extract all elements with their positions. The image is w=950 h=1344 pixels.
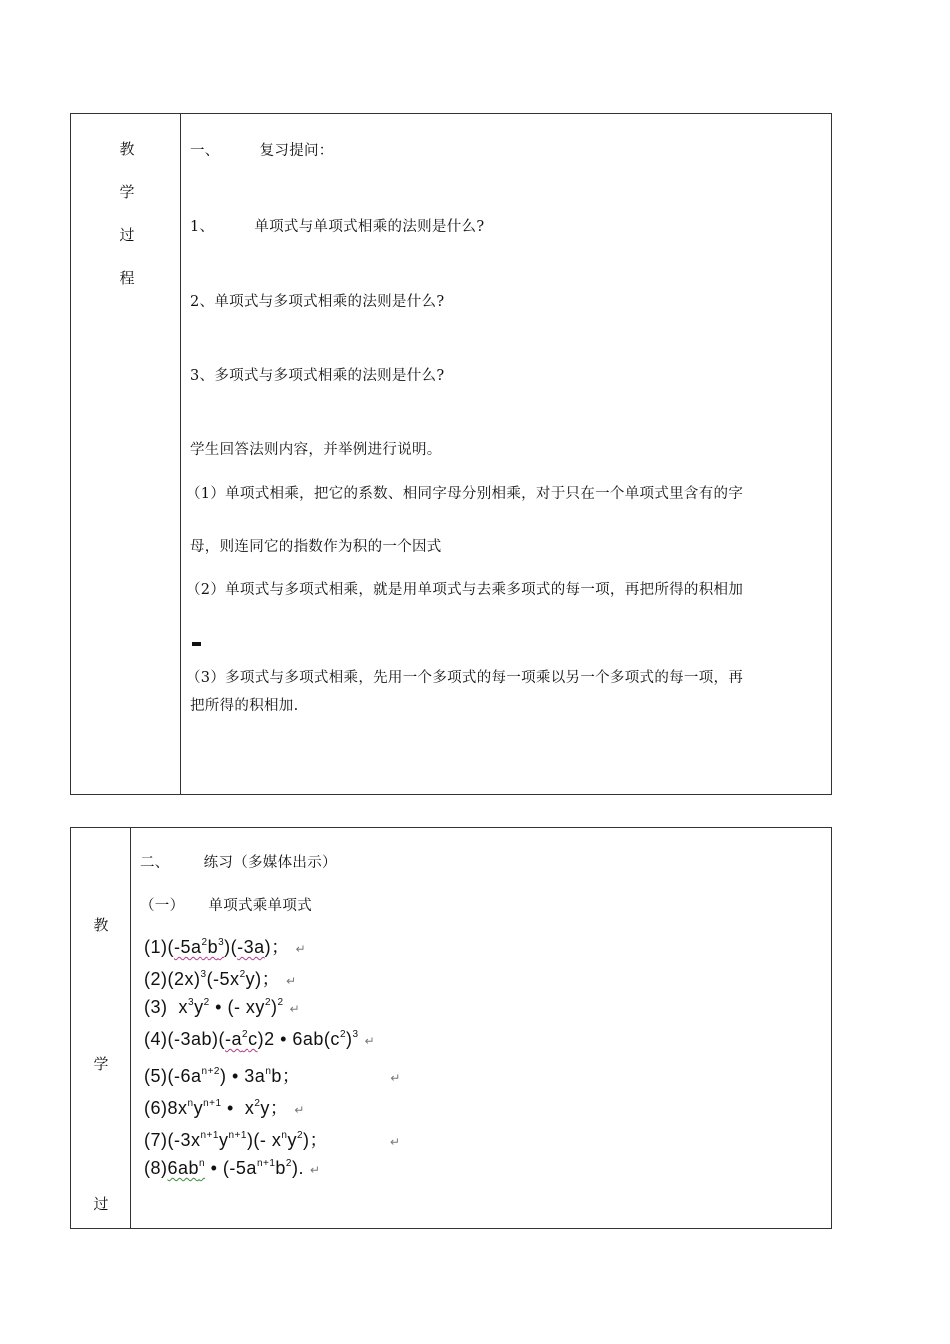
exercise-2: $(2)(2x)^3(-5x^2y)$； ↵	[144, 969, 297, 989]
return-mark: ↵	[289, 1002, 301, 1016]
stray-mark	[192, 642, 201, 646]
exercise-7: $(7)(-3x^{n+1}y^{n+1})(-$ $x^ny^2$)； ↵	[144, 1130, 401, 1150]
subsection-heading	[140, 894, 312, 915]
return-mark: ↵	[390, 1135, 401, 1149]
exercise-8: $(8)6ab^n$ • $(-5a^{n+1}b^2)$. ↵	[144, 1158, 321, 1178]
rule-3-line-2: 把所得的积相加.	[190, 698, 299, 714]
question-1-text: 单项式与单项式相乘的法则是什么?	[254, 219, 485, 235]
rule-2-line-1: （2）单项式与多项式相乘，就是用单项式与去乘多项式的每一项，再把所得的积相加	[186, 582, 744, 598]
exercise-4: $(4)(-3ab)(-a^2c)2$ • $6ab(c^2)^3$ ↵	[144, 1029, 376, 1049]
rule-1-line-1: （1）单项式相乘，把它的系数、相同字母分别相乘，对于只在一个单项式里含有的字	[186, 486, 744, 502]
rule-3-line-1: （3）多项式与多项式相乘，先用一个多项式的每一项乘以另一个多项式的每一项，再	[186, 670, 744, 686]
return-mark: ↵	[364, 1034, 376, 1048]
section-title: 复习提问：	[259, 143, 334, 159]
return-mark: ↵	[309, 1163, 321, 1177]
row-label-char-2: 学	[93, 1055, 109, 1073]
column-divider	[130, 828, 131, 1228]
question-1	[190, 215, 484, 236]
row-label-char-2: 学	[119, 183, 135, 201]
rule-1-line-2: 母，则连同它的指数作为积的一个因式	[190, 539, 442, 555]
exercise-3: (3) $x^3y^2$ • (- $xy^2)^2$ ↵	[144, 997, 301, 1017]
exercise-6: $(6)8x^ny^{n+1}$ • $x^2y$； ↵	[144, 1098, 305, 1118]
section-number: 二、	[140, 855, 170, 871]
return-mark: ↵	[390, 1071, 401, 1085]
return-mark: ↵	[294, 1103, 305, 1117]
row-label-char-1: 教	[119, 140, 135, 158]
column-divider	[180, 114, 181, 794]
lesson-table-review	[70, 113, 832, 795]
section-title: 练习（多媒体出示）	[203, 855, 337, 871]
return-mark: ↵	[295, 942, 307, 956]
exercise-1: $(1)(-5a^2b^3)(-3a)$； ↵	[144, 937, 307, 957]
question-1-number: 1、	[190, 219, 215, 235]
section-heading-review	[190, 139, 334, 160]
section-number: 一、	[190, 143, 220, 159]
row-label-char-3: 过	[93, 1195, 109, 1213]
question-3: 3、多项式与多项式相乘的法则是什么?	[190, 368, 445, 384]
row-label-char-3: 过	[119, 226, 135, 244]
section-heading-practice	[140, 851, 337, 872]
exercise-5: $(5)(-6a^{n+2})$ • $3a^nb$； ↵	[144, 1066, 401, 1086]
subsection-title: 单项式乘单项式	[208, 898, 313, 914]
student-answer-intro: 学生回答法则内容，并举例进行说明。	[190, 442, 442, 458]
row-label-char-1: 教	[93, 916, 109, 934]
question-2: 2、单项式与多项式相乘的法则是什么?	[190, 294, 445, 310]
subsection-number: （一）	[140, 898, 185, 914]
return-mark: ↵	[286, 974, 297, 988]
lesson-table-practice	[70, 827, 832, 1229]
row-label-char-4: 程	[119, 269, 135, 287]
